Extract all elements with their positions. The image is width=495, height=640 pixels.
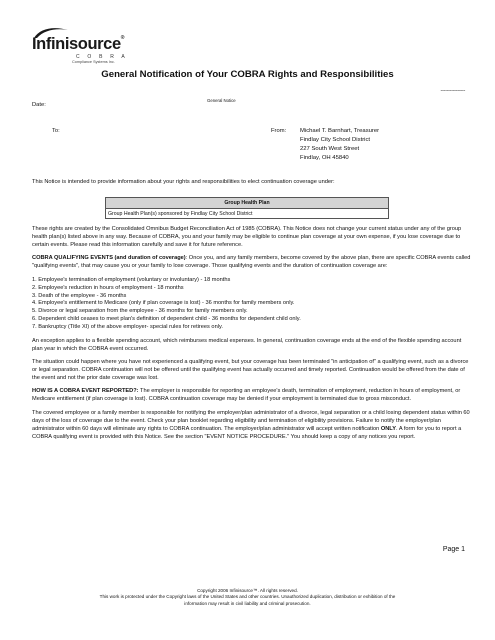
logo-wordmark: Infinisource® bbox=[32, 35, 125, 53]
date-label: Date: bbox=[32, 102, 46, 108]
notification-paragraph: The covered employee or a family member is responsible for notifying the employer/plan administrator of a divorce, legal separation or a child losing dependent status within 60 days of the loss of coverage due to the event. Check your plan booklet regarding eligibility and termination of eligibility provisions. Failure to notify the employer/plan administrator within 60 days will eliminate any rights to COBRA continuation. The employer/plan administrator will accept written notification ONLY. A form for you to report a COBRA qualifying event is provided with this Notice. See the section "EVENT NOTICE PROCEDURE." You should keep a copy of any notices you report. bbox=[32, 409, 470, 440]
intro-text: This Notice is intended to provide information about your rights and responsibilities to elect continuation coverage under: bbox=[32, 179, 335, 185]
plan-table bbox=[105, 197, 389, 219]
list-item: 2. Employee's reduction in hours of employment - 18 months bbox=[32, 284, 184, 291]
document-title: General Notification of Your COBRA Rights and Responsibilities bbox=[101, 69, 394, 80]
copyright-line: Copyright 2006 Infinisource™. All rights reserved. bbox=[197, 588, 298, 593]
notice-body bbox=[32, 226, 472, 447]
logo-tagline: Compliance Systems Inc. bbox=[72, 60, 115, 64]
from-address bbox=[300, 127, 379, 163]
list-item: 5. Divorce or legal separation from the employee - 36 months for family members only. bbox=[32, 308, 248, 315]
logo-subline: C O B R A bbox=[76, 54, 128, 60]
copyright-notice-line: information may result in civil liability and criminal prosecution. bbox=[184, 600, 311, 606]
qualifying-events-list bbox=[32, 277, 472, 332]
plan-table-header: Group Health Plan bbox=[106, 198, 388, 209]
anticipation-paragraph: The situation could happen where you have not experienced a qualifying event, but your coverage has been terminated "in anticipation of" a qualifying event, such as a divorce or legal separation. COBRA continuation will not be offered until the qualifying event has actually occurred and timely reported. Continuation would be offered from the date of the event and not the prior date coverage was lost. bbox=[32, 359, 469, 381]
from-address-line: Findlay City School District bbox=[300, 137, 371, 143]
copyright-footer bbox=[0, 588, 495, 607]
infinisource-logo bbox=[32, 26, 128, 66]
dash-line: ---------------- bbox=[440, 88, 465, 94]
from-address-line: Michael T. Barnhart, Treasurer bbox=[300, 128, 380, 134]
event-reporting-paragraph: HOW IS A COBRA EVENT REPORTED?: The employer is responsible for reporting an employee's death, termination of employment, reduction in hours of employment, or Medicare entitlement (if plan coverage is lost). COBRA continuation coverage may be denied if your employment is terminated due to gross misconduct. bbox=[32, 388, 461, 403]
plan-table-row: Group Health Plan(s) sponsored by Findlay City School District bbox=[108, 210, 253, 217]
page-number: Page 1 bbox=[442, 546, 465, 553]
fsa-exception-paragraph: An exception applies to a flexible spending account, which reimburses medical expenses. In general, continuation coverage ends at the end of the flexible spending account plan year in which the COBRA event occurred. bbox=[32, 337, 462, 352]
list-item: 3. Death of the employee - 36 months bbox=[32, 292, 127, 299]
to-label: To: bbox=[52, 128, 60, 134]
from-address-line: Findlay, OH 45840 bbox=[300, 155, 349, 161]
rights-paragraph: These rights are created by the Consolidated Omnibus Budget Reconciliation Act of 1985 (COBRA). This Notice does not change your current status under any of the group health plan(s) listed above in any way. Because of COBRA, you and your family may be eligible to continue plan coverage at your own expense, if you lose coverage due to certain events. Please read this information carefully and save it for future reference. bbox=[32, 226, 462, 248]
list-item: 7. Bankruptcy (Title XI) of the above employer- special rules for retirees only. bbox=[32, 324, 223, 331]
from-address-line: 227 South West Street bbox=[300, 146, 360, 152]
copyright-notice-line: This work is protected under the Copyright laws of the United States and other countries. Unauthorized duplication, distribution or exhibition of the bbox=[99, 594, 396, 600]
qualifying-events-paragraph: COBRA QUALIFYING EVENTS (and duration of coverage): Once you, and any family members, become covered by the above plan, there are specific COBRA events called "qualifying events", that may cause you or your family to lose coverage. Those qualifying events and the duration of continuation coverage are: bbox=[32, 255, 471, 270]
event-reporting-heading: HOW IS A COBRA EVENT REPORTED?: bbox=[32, 388, 139, 395]
from-label: From: bbox=[271, 128, 287, 134]
list-item: 1. Employee's termination of employment (voluntary or involuntary) - 18 months bbox=[32, 276, 231, 283]
qualifying-events-heading: COBRA QUALIFYING EVENTS (and duration of coverage) bbox=[32, 255, 186, 262]
list-item: 4. Employee's entitlement to Medicare (only if plan coverage is lost) - 36 months for family members only. bbox=[32, 300, 295, 307]
list-item: 6. Dependent child ceases to meet plan's definition of dependent child - 36 months for dependent child only. bbox=[32, 316, 301, 323]
general-notice-label: General Notice bbox=[207, 98, 236, 103]
